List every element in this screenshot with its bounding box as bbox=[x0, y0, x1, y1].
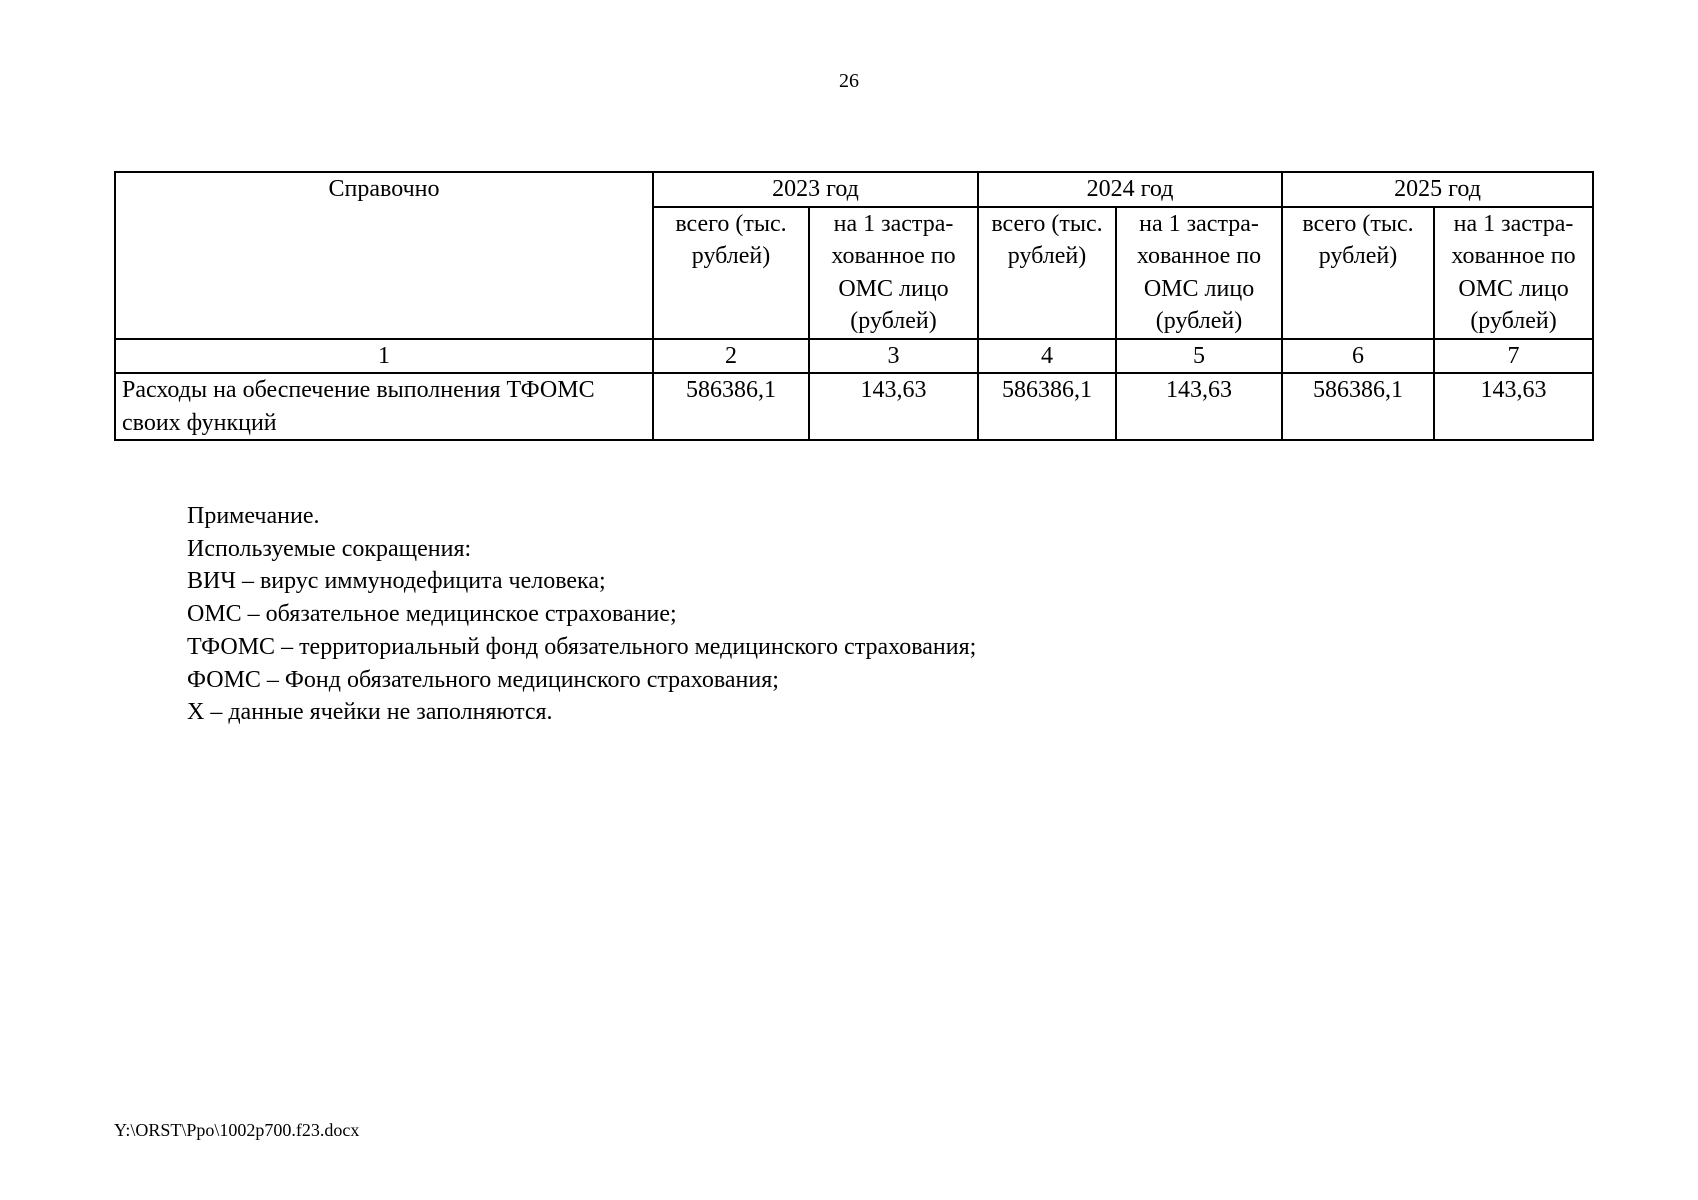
row-label: Расходы на обеспечение выполнения ТФОМС своих функций bbox=[115, 373, 653, 440]
subheader-per-person: на 1 застра-хованное по ОМС лицо (рублей) bbox=[809, 207, 978, 339]
notes-section bbox=[187, 500, 976, 729]
abbreviation-item: ТФОМС – территориальный фонд обязательного медицинского страхования; bbox=[187, 633, 977, 660]
column-number-row bbox=[115, 339, 1593, 374]
column-number: 6 bbox=[1282, 339, 1434, 374]
value-cell: 143,63 bbox=[1116, 373, 1282, 440]
abbreviation-item: ФОМС – Фонд обязательного медицинского страхования; bbox=[187, 666, 779, 693]
column-number: 3 bbox=[809, 339, 978, 374]
value-cell: 586386,1 bbox=[978, 373, 1116, 440]
value-cell: 586386,1 bbox=[653, 373, 809, 440]
abbreviation-item: ВИЧ – вирус иммунодефицита человека; bbox=[187, 568, 606, 595]
abbreviation-item: X – данные ячейки не заполняются. bbox=[187, 699, 553, 726]
abbreviation-item: ОМС – обязательное медицинское страхование; bbox=[187, 601, 677, 628]
subheader-per-person: на 1 застра-хованное по ОМС лицо (рублей) bbox=[1434, 207, 1593, 339]
value-cell: 143,63 bbox=[1434, 373, 1593, 440]
year-header-2023: 2023 год bbox=[653, 172, 978, 207]
year-header-2025: 2025 год bbox=[1282, 172, 1593, 207]
column-number: 5 bbox=[1116, 339, 1282, 374]
subheader-total: всего (тыс. рублей) bbox=[653, 207, 809, 339]
year-header-2024: 2024 год bbox=[978, 172, 1282, 207]
subheader-total: всего (тыс. рублей) bbox=[978, 207, 1116, 339]
column-number: 7 bbox=[1434, 339, 1593, 374]
column-number: 2 bbox=[653, 339, 809, 374]
file-path-footer: Y:\ORST\Ppo\1002p700.f23.docx bbox=[114, 1120, 360, 1140]
notes-title: Примечание. bbox=[187, 503, 320, 529]
header-label-cell: Справочно bbox=[115, 172, 653, 339]
page-number: 26 bbox=[839, 70, 859, 92]
column-number: 4 bbox=[978, 339, 1116, 374]
subheader-total: всего (тыс. рублей) bbox=[1282, 207, 1434, 339]
abbreviations-title: Используемые сокращения: bbox=[187, 535, 472, 562]
value-cell: 586386,1 bbox=[1282, 373, 1434, 440]
reference-table bbox=[114, 171, 1594, 441]
subheader-per-person: на 1 застра-хованное по ОМС лицо (рублей) bbox=[1116, 207, 1282, 339]
column-number: 1 bbox=[115, 339, 653, 374]
value-cell: 143,63 bbox=[809, 373, 978, 440]
table-header-row bbox=[115, 172, 1593, 207]
table-row bbox=[115, 373, 1593, 440]
